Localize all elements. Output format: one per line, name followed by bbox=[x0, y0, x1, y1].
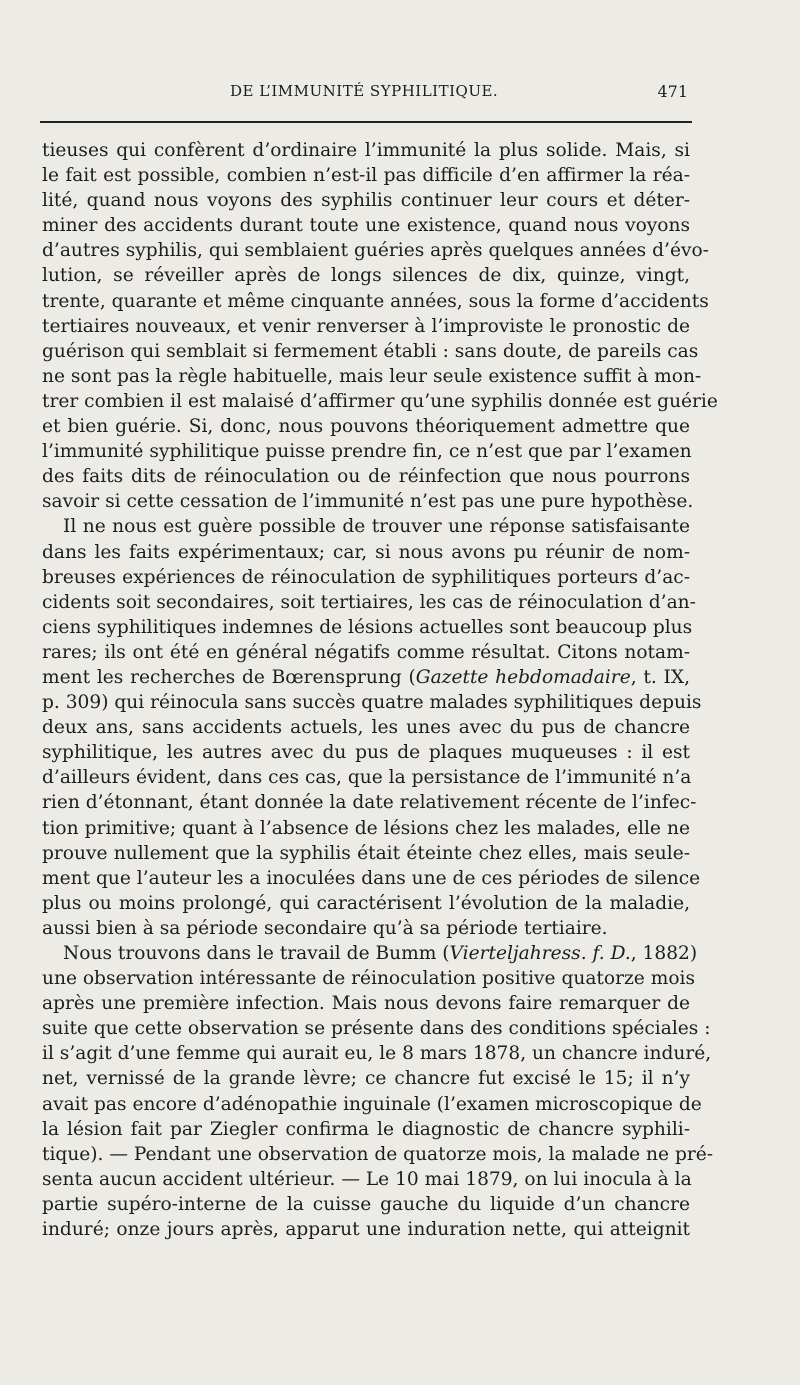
text-line: miner des accidents durant toute une existence, quand nous voyons bbox=[42, 215, 690, 237]
text-line: tertiaires nouveaux, et venir renverser à l’improviste le pronostic de bbox=[42, 315, 690, 337]
text-line: deux ans, sans accidents actuels, les unes avec du pus de chancre bbox=[42, 717, 690, 739]
text-line: prouve nullement que la syphilis était éteinte chez elles, mais seule- bbox=[42, 842, 690, 864]
text-line: tique). — Pendant une observation de quatorze mois, la malade ne pré- bbox=[42, 1143, 714, 1165]
body-text bbox=[42, 138, 718, 1242]
text-line: guérison qui semblait si fermement établi : sans doute, de pareils cas bbox=[42, 340, 699, 362]
text-line: le fait est possible, combien n’est-il pas difficile d’en affirmer la réa- bbox=[42, 165, 690, 187]
running-head bbox=[40, 82, 688, 108]
text-line: tion primitive; quant à l’absence de lésions chez les malades, elle ne bbox=[42, 817, 690, 839]
text-line: ne sont pas la règle habituelle, mais leur seule existence suffit à mon- bbox=[42, 365, 702, 387]
text-line: dans les faits expérimentaux; car, si nous avons pu réunir de nom- bbox=[42, 541, 690, 563]
text-line: p. 309) qui réinocula sans succès quatre malades syphilitiques depuis bbox=[42, 692, 702, 714]
text-line: rares; ils ont été en général négatifs comme résultat. Citons notam- bbox=[42, 641, 690, 663]
text-line: Il ne nous est guère possible de trouver une réponse satisfaisante bbox=[63, 516, 690, 538]
text-line: des faits dits de réinoculation ou de réinfection que nous pourrons bbox=[42, 466, 690, 488]
journal-title: Gazette hebdomadaire bbox=[415, 666, 631, 688]
text-line: suite que cette observation se présente dans des conditions spéciales : bbox=[42, 1018, 711, 1040]
text-line: ciens syphilitiques indemnes de lésions actuelles sont beaucoup plus bbox=[42, 616, 693, 638]
text-segment: , t. IX, bbox=[630, 666, 691, 688]
text-line: breuses expériences de réinoculation de syphilitiques porteurs d’ac- bbox=[42, 566, 690, 588]
text-line: l’immunité syphilitique puisse prendre fin, ce n’est que par l’examen bbox=[42, 441, 692, 463]
journal-title: Vierteljahress. f. D. bbox=[449, 943, 631, 964]
text-line: senta aucun accident ultérieur. — Le 10 mai 1879, on lui inocula à la bbox=[42, 1168, 692, 1190]
running-title: DE L’IMMUNITÉ SYPHILITIQUE. bbox=[230, 82, 499, 100]
text-line: cidents soit secondaires, soit tertiaires, les cas de réinoculation d’an- bbox=[42, 591, 696, 613]
text-line: avait pas encore d’adénopathie inguinale (l’examen microscopique de bbox=[42, 1093, 702, 1115]
text-line: il s’agit d’une femme qui aurait eu, le 8 mars 1878, un chancre induré, bbox=[42, 1043, 712, 1065]
text-segment: ment les recherches de Bœrensprung ( bbox=[42, 666, 416, 688]
text-line: trer combien il est malaisé d’affirmer qu’une syphilis donnée est guérie bbox=[42, 390, 718, 412]
text-line: tieuses qui confèrent d’ordinaire l’immunité la plus solide. Mais, si bbox=[42, 140, 690, 161]
text-line: après une première infection. Mais nous devons faire remarquer de bbox=[42, 993, 690, 1015]
text-line-with-citation bbox=[42, 941, 698, 966]
text-line: une observation intéressante de réinoculation positive quatorze mois bbox=[42, 968, 696, 990]
text-line: induré; onze jours après, apparut une induration nette, qui atteignit bbox=[42, 1219, 690, 1241]
text-line: trente, quarante et même cinquante années, sous la forme d’accidents bbox=[42, 290, 709, 312]
text-line: la lésion fait par Ziegler confirma le diagnostic de chancre syphili- bbox=[42, 1118, 690, 1140]
text-segment: , 1882) bbox=[630, 943, 698, 964]
text-line: et bien guérie. Si, donc, nous pouvons théoriquement admettre que bbox=[42, 416, 690, 438]
page-number: 471 bbox=[657, 82, 688, 101]
text-line: savoir si cette cessation de l’immunité n’est pas une pure hypothèse. bbox=[42, 491, 694, 513]
text-line: ment que l’auteur les a inoculées dans une de ces périodes de silence bbox=[42, 867, 701, 889]
text-segment: Nous trouvons dans le travail de Bumm ( bbox=[63, 943, 450, 964]
header-rule bbox=[40, 121, 692, 123]
text-line: lité, quand nous voyons des syphilis continuer leur cours et déter- bbox=[42, 190, 690, 212]
text-line: aussi bien à sa période secondaire qu’à sa période tertiaire. bbox=[42, 917, 608, 939]
text-line: partie supéro-interne de la cuisse gauche du liquide d’un chancre bbox=[42, 1193, 690, 1215]
text-line: lution, se réveiller après de longs silences de dix, quinze, vingt, bbox=[42, 265, 690, 287]
text-line: plus ou moins prolongé, qui caractérisent l’évolution de la maladie, bbox=[42, 892, 690, 914]
text-line-with-citation bbox=[42, 665, 690, 690]
text-line: net, vernissé de la grande lèvre; ce chancre fut excisé le 15; il n’y bbox=[42, 1068, 690, 1090]
text-line: rien d’étonnant, étant donnée la date relativement récente de l’infec- bbox=[42, 792, 697, 814]
text-line: d’ailleurs évident, dans ces cas, que la persistance de l’immunité n’a bbox=[42, 767, 692, 789]
text-line: d’autres syphilis, qui semblaient guéries après quelques années d’évo- bbox=[42, 240, 709, 262]
text-line: syphilitique, les autres avec du pus de plaques muqueuses : il est bbox=[42, 742, 690, 764]
